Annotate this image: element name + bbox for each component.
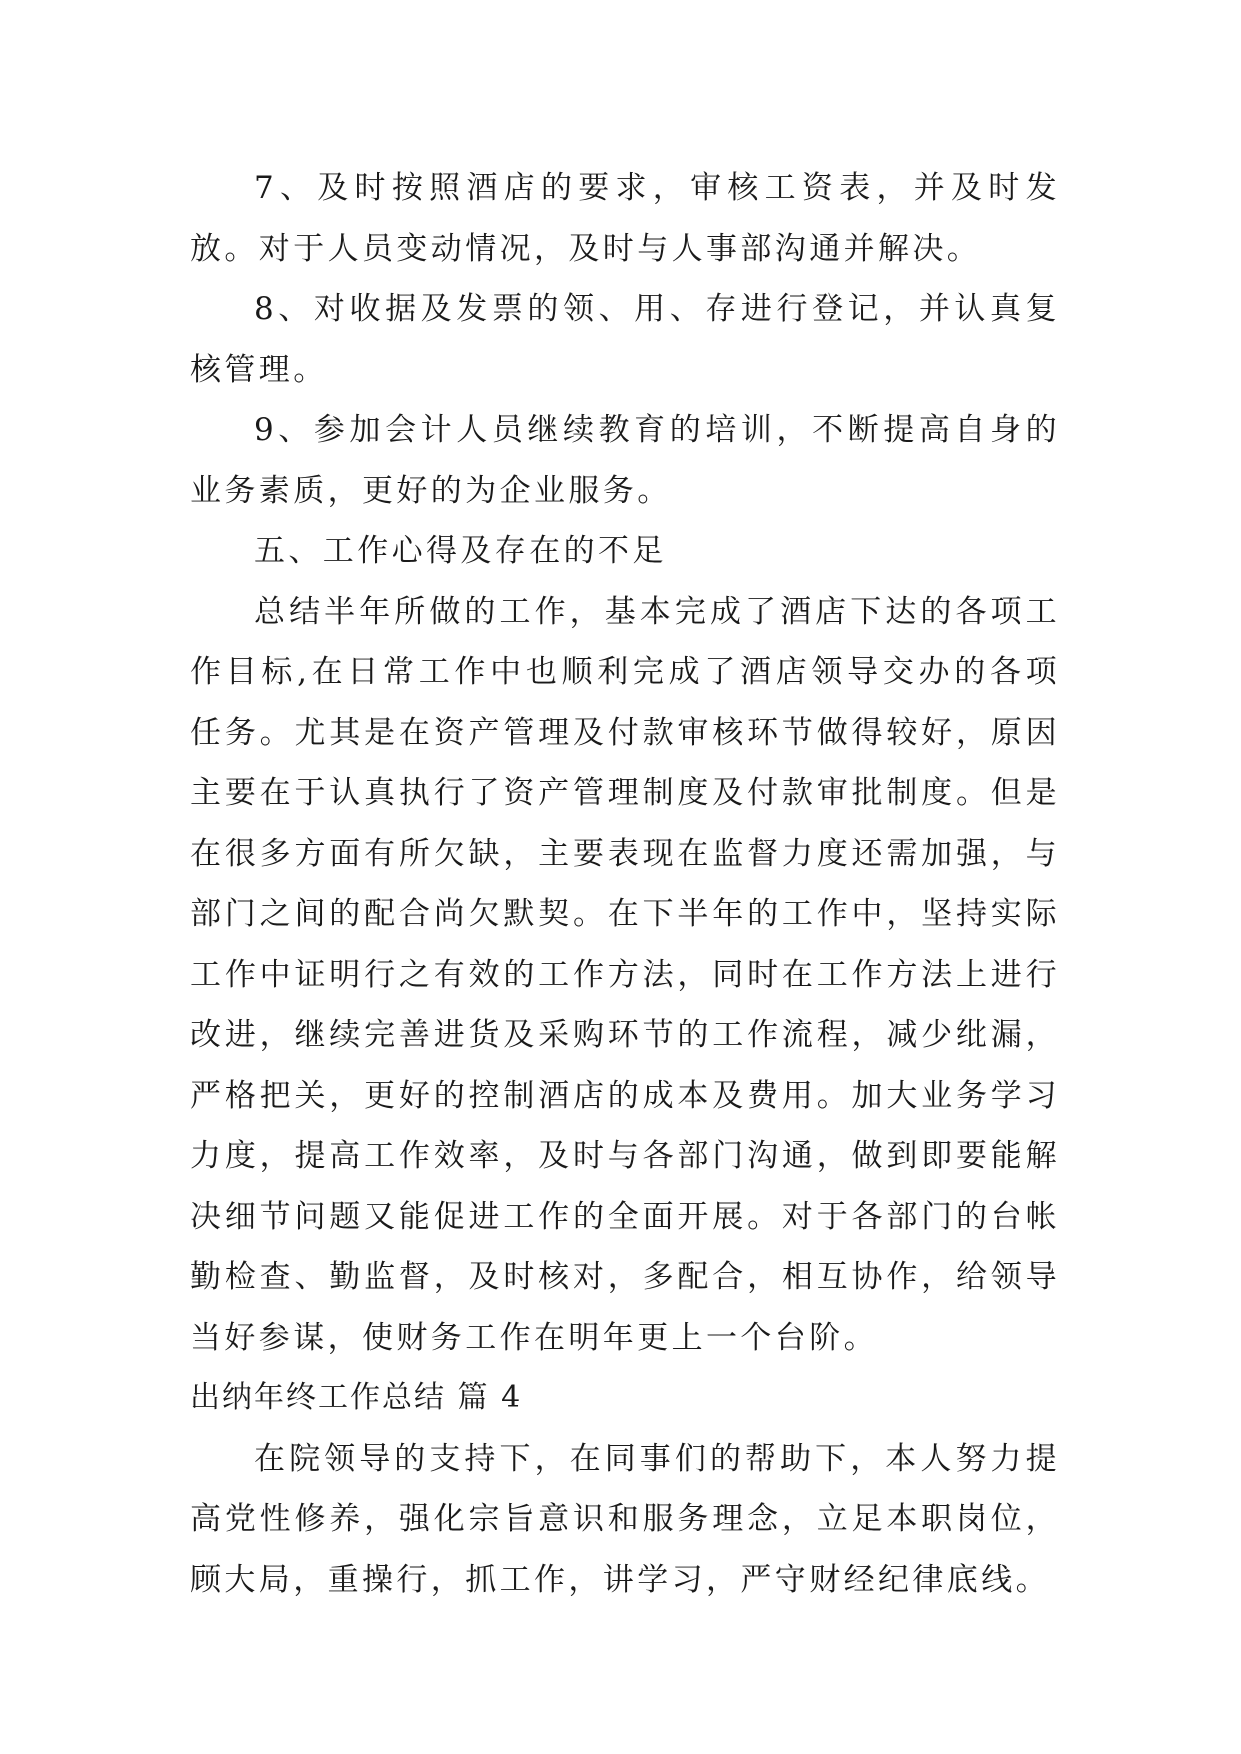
document-body (190, 158, 1060, 1610)
section-title-part-4: 出纳年终工作总结 篇 4 (190, 1380, 523, 1415)
closing-paragraph: 在院领导的支持下，在同事们的帮助下，本人努力提高党性修养，强化宗旨意识和服务理念，立足本职岗位，顾大局，重操行，抓工作，讲学习，严守财经纪律底线。 (190, 1440, 1060, 1598)
paragraph-item-8: 8、对收据及发票的领、用、存进行登记，并认真复核管理。 (190, 291, 1060, 388)
summary-paragraph: 总结半年所做的工作，基本完成了酒店下达的各项工作目标,在日常工作中也顺利完成了酒店领导交办的各项任务。尤其是在资产管理及付款审核环节做得较好，原因主要在于认真执行了资产管理制度及付款审批制度。但是在很多方面有所欠缺，主要表现在监督力度还需加强，与部门之间的配合尚欠默契。在下半年的工作中，坚持实际工作中证明行之有效的工作方法，同时在工作方法上进行改进，继续完善进货及采购环节的工作流程，减少纰漏，严格把关，更好的控制酒店的成本及费用。加大业务学习力度，提高工作效率，及时与各部门沟通，做到即要能解决细节问题又能促进工作的全面开展。对于各部门的台帐勤检查、勤监督，及时核对，多配合，相互协作，给领导当好参谋，使财务工作在明年更上一个台阶。 (190, 593, 1060, 1356)
section-heading-five: 五、工作心得及存在的不足 (254, 533, 667, 569)
paragraph-item-7: 7、及时按照酒店的要求，审核工资表，并及时发放。对于人员变动情况，及时与人事部沟通并解决。 (190, 170, 1060, 267)
paragraph-item-9: 9、参加会计人员继续教育的培训，不断提高自身的业务素质，更好的为企业服务。 (190, 412, 1060, 509)
